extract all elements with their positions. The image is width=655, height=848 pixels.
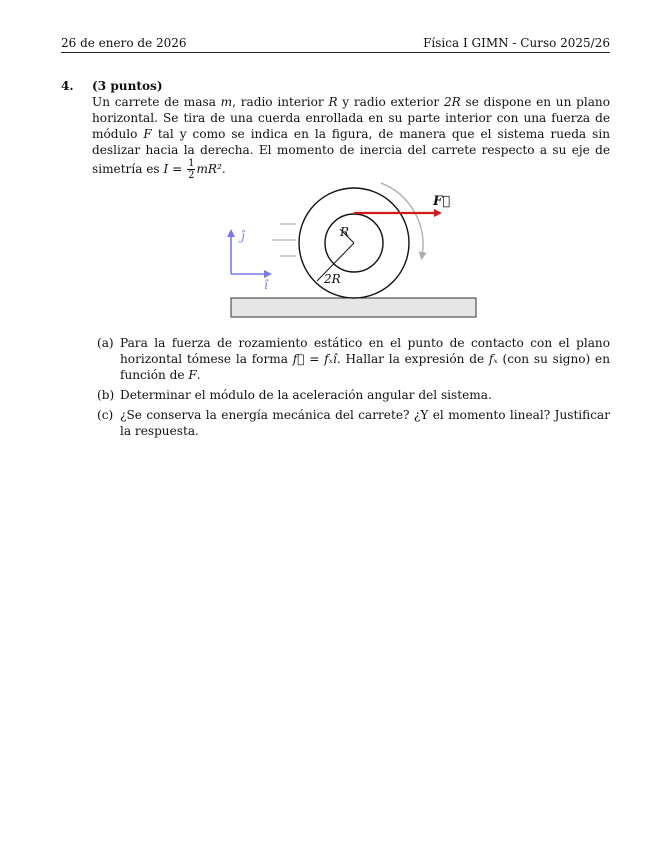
subquestion-a [97,335,610,383]
subquestion-math: f⃗ = fₓî [292,352,337,366]
subquestion-math: F [188,368,197,382]
problem-number: 4. [61,79,74,93]
statement-text: tal y como se indica en la figura, de manera que el sistema rueda sin deslizar hacia la derecha. El momento de inercia del carrete respecto a su eje de simetría es [92,127,610,176]
label-j: ĵ [241,229,245,243]
header-date: 26 de enero de 2026 [61,36,187,50]
label-2R: 2R [324,272,341,286]
inertia-rhs: mR² [196,162,222,176]
subquestion-label: (b) [97,388,115,402]
statement-text: , radio interior [232,95,329,109]
var-F: F [143,127,152,141]
header-course: Física I GIMN - Curso 2025/26 [423,36,610,50]
subquestion-text: Para la fuerza de rozamiento estático en el punto de contacto con el plano horizontal tómese la forma [120,336,610,366]
subquestion-text: ¿Se conserva la energía mecánica del carrete? ¿Y el momento lineal? Justificar la respuesta. [120,408,610,438]
label-force: F⃗ [433,194,451,209]
inertia-lhs: I = [163,162,187,176]
subquestion-text: . [196,368,201,382]
fraction-denominator: 2 [188,170,195,181]
rotation-arrow [381,183,423,256]
var-m: m [220,95,233,109]
label-i: î [264,278,268,292]
statement-text: y radio exterior [337,95,444,109]
statement-text: se dispone en un plano horizontal. Se tira de una cuerda enrollada en su parte interior con una fuerza de módulo [92,95,610,141]
var-2R: 2R [443,95,461,109]
ground-plane [231,298,476,317]
subquestion-text: . Hallar la expresión de [336,352,489,366]
statement-text: Un carrete de masa [92,95,221,109]
subquestions-list [97,335,610,443]
subquestion-text: Determinar el módulo de la aceleración angular del sistema. [120,388,492,402]
label-R: R [340,225,350,239]
fraction-numerator: 1 [188,158,195,169]
subquestion-label: (c) [97,408,114,422]
subquestion-b [97,387,610,403]
motion-lines [272,224,296,256]
var-R: R [328,95,338,109]
problem-points: (3 puntos) [92,79,163,93]
subquestion-label: (a) [97,336,114,350]
subquestion-c [97,407,610,439]
statement-period: . [221,162,226,176]
subquestion-text: (con su signo) en función de [120,352,610,382]
subquestion-math: fₓ [488,352,498,366]
